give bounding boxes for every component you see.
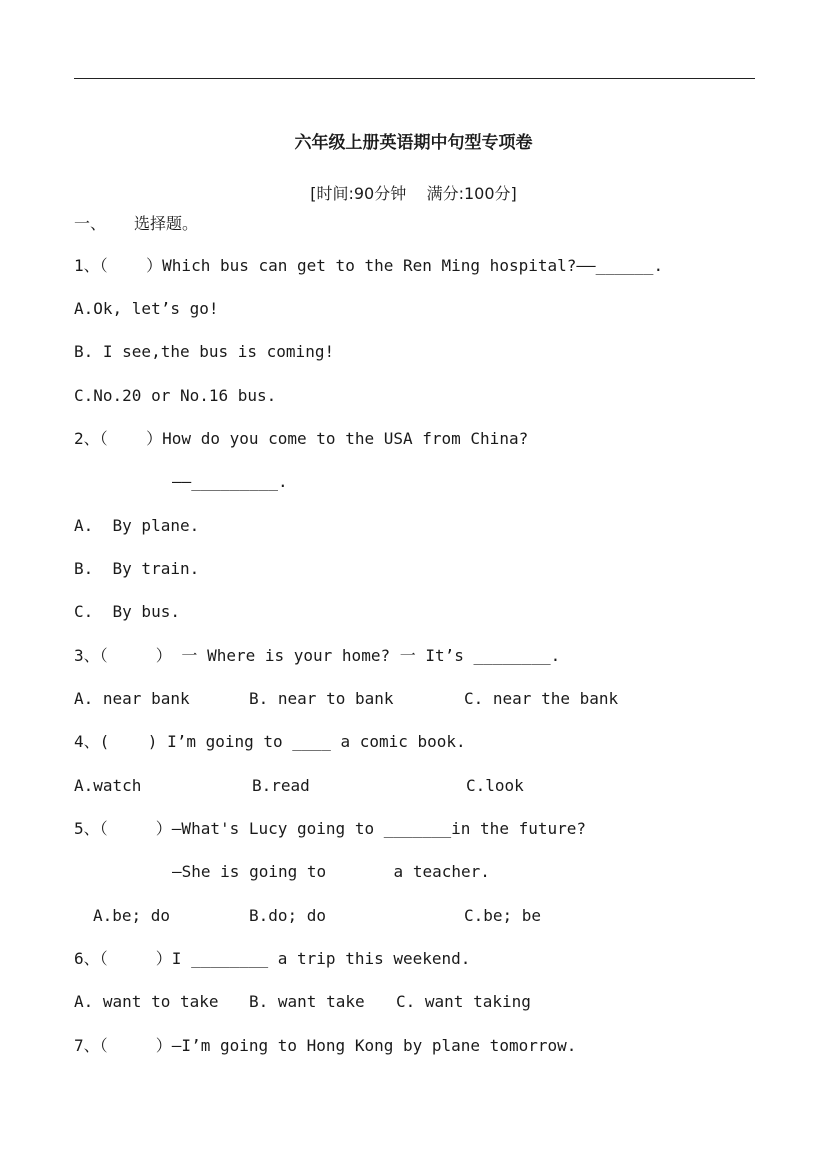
question-2-answer-line: ——_________. [172, 472, 288, 491]
question-3-option-b: B. near to bank [249, 689, 394, 708]
section-label: 选择题。 [134, 214, 199, 233]
exam-meta: [时间:90分钟 满分:100分] [310, 184, 517, 203]
question-6-option-c: C. want taking [396, 992, 531, 1011]
question-4-option-b: B.read [252, 776, 310, 795]
question-7-stem: 7、（ ）—I’m going to Hong Kong by plane tomorrow. [74, 1036, 577, 1055]
question-5-option-a: A.be; do [93, 906, 171, 925]
question-2-option-c: C. By bus. [74, 602, 180, 621]
question-5-answer-line: —She is going to a teacher. [172, 862, 490, 881]
exam-title: 六年级上册英语期中句型专项卷 [294, 133, 533, 153]
question-3-option-c: C. near the bank [464, 689, 619, 708]
question-4-option-a: A.watch [74, 776, 142, 795]
question-3-option-a: A. near bank [74, 689, 190, 708]
question-6-option-a: A. want to take [74, 992, 219, 1011]
question-6-option-b: B. want take [249, 992, 365, 1011]
question-4-option-c: C.look [466, 776, 524, 795]
question-2-option-a: A. By plane. [74, 516, 200, 535]
question-4-stem: 4、( ) I’m going to ____ a comic book. [74, 732, 466, 751]
question-5-option-c: C.be; be [464, 906, 542, 925]
question-1-option-a: A.Ok, let’s go! [74, 299, 219, 318]
header-rule [74, 78, 755, 79]
question-6-stem: 6、（ ）I ________ a trip this weekend. [74, 949, 471, 968]
question-3-stem: 3、（ ） 一 Where is your home? 一 It’s ________. [74, 646, 561, 665]
question-1-option-b: B. I see,the bus is coming! [74, 342, 335, 361]
question-1-stem: 1、（ ）Which bus can get to the Ren Ming hospital?——______. [74, 256, 664, 275]
question-2-stem: 2、（ ）How do you come to the USA from China? [74, 429, 529, 448]
question-2-option-b: B. By train. [74, 559, 200, 578]
question-5-stem: 5、（ ）—What's Lucy going to _______in the future? [74, 819, 587, 838]
question-5-option-b: B.do; do [249, 906, 327, 925]
section-number: 一、 [74, 214, 107, 233]
question-1-option-c: C.No.20 or No.16 bus. [74, 386, 277, 405]
